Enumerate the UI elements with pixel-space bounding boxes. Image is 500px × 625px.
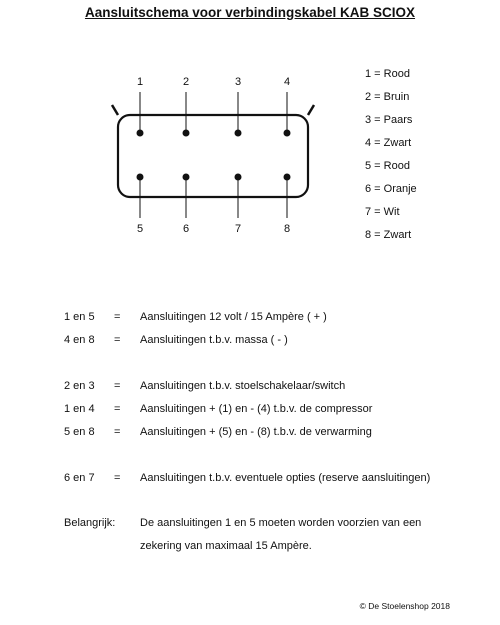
pin-3-label: 3 [234,76,242,88]
connection-pins: 4 en 8 [64,334,95,346]
connection-pins: 6 en 7 [64,472,95,484]
color-legend [365,66,417,250]
pin-6 [183,174,190,236]
pin-8 [284,174,291,236]
connection-description: Aansluitingen t.b.v. massa ( - ) [140,334,288,346]
pin-4 [284,76,291,137]
connection-equals: = [114,380,121,392]
connection-description: Aansluitingen + (5) en - (8) t.b.v. de verwarming [140,426,372,438]
connection-equals: = [114,311,121,323]
connection-pins: 1 en 5 [64,311,95,323]
pin-1 [137,76,144,137]
connector-housing [118,115,308,197]
connector-latch-right [308,105,314,115]
color-legend-item: 4 = Zwart [365,137,412,149]
pin-7-label: 7 [234,223,242,235]
color-legend-item: 1 = Rood [365,68,410,80]
pin-5-label: 5 [136,223,144,235]
note-text: De aansluitingen 1 en 5 moeten worden voorzien van een zekering van maximaal 15 Ampère. [140,517,422,552]
connection-equals: = [114,334,121,346]
color-legend-item: 3 = Paars [365,114,413,126]
connection-equals: = [114,403,121,415]
connector-latch-left [112,105,118,115]
connection-description: Aansluitingen 12 volt / 15 Ampère ( + ) [140,311,327,323]
page-title: Aansluitschema voor verbindingskabel KAB SCIOX [84,5,416,20]
color-legend-item: 5 = Rood [365,160,410,172]
connection-pins: 5 en 8 [64,426,95,438]
connection-description: Aansluitingen t.b.v. eventuele opties (reserve aansluitingen) [140,472,431,484]
connection-description: Aansluitingen t.b.v. stoelschakelaar/switch [140,380,346,392]
connection-pins: 1 en 4 [64,403,95,415]
pin-8-label: 8 [283,223,291,235]
pin-5 [137,174,144,236]
connector-diagram [0,0,500,260]
connection-pins: 2 en 3 [64,380,95,392]
copyright-footer: © De Stoelenshop 2018 [359,601,450,611]
pin-2-label: 2 [182,76,190,88]
connection-equals: = [114,426,121,438]
color-legend-item: 7 = Wit [365,206,400,218]
color-legend-item: 6 = Oranje [365,183,417,195]
pin-6-label: 6 [182,223,190,235]
color-legend-item: 8 = Zwart [365,229,412,241]
note-label: Belangrijk: [64,517,116,529]
pin-2 [183,76,190,137]
pin-3 [235,76,242,137]
pin-4-label: 4 [283,76,291,88]
connection-description: Aansluitingen + (1) en - (4) t.b.v. de compressor [140,403,373,415]
pin-1-label: 1 [136,76,144,88]
pin-7 [235,174,242,236]
color-legend-item: 2 = Bruin [365,91,410,103]
connection-equals: = [114,472,121,484]
